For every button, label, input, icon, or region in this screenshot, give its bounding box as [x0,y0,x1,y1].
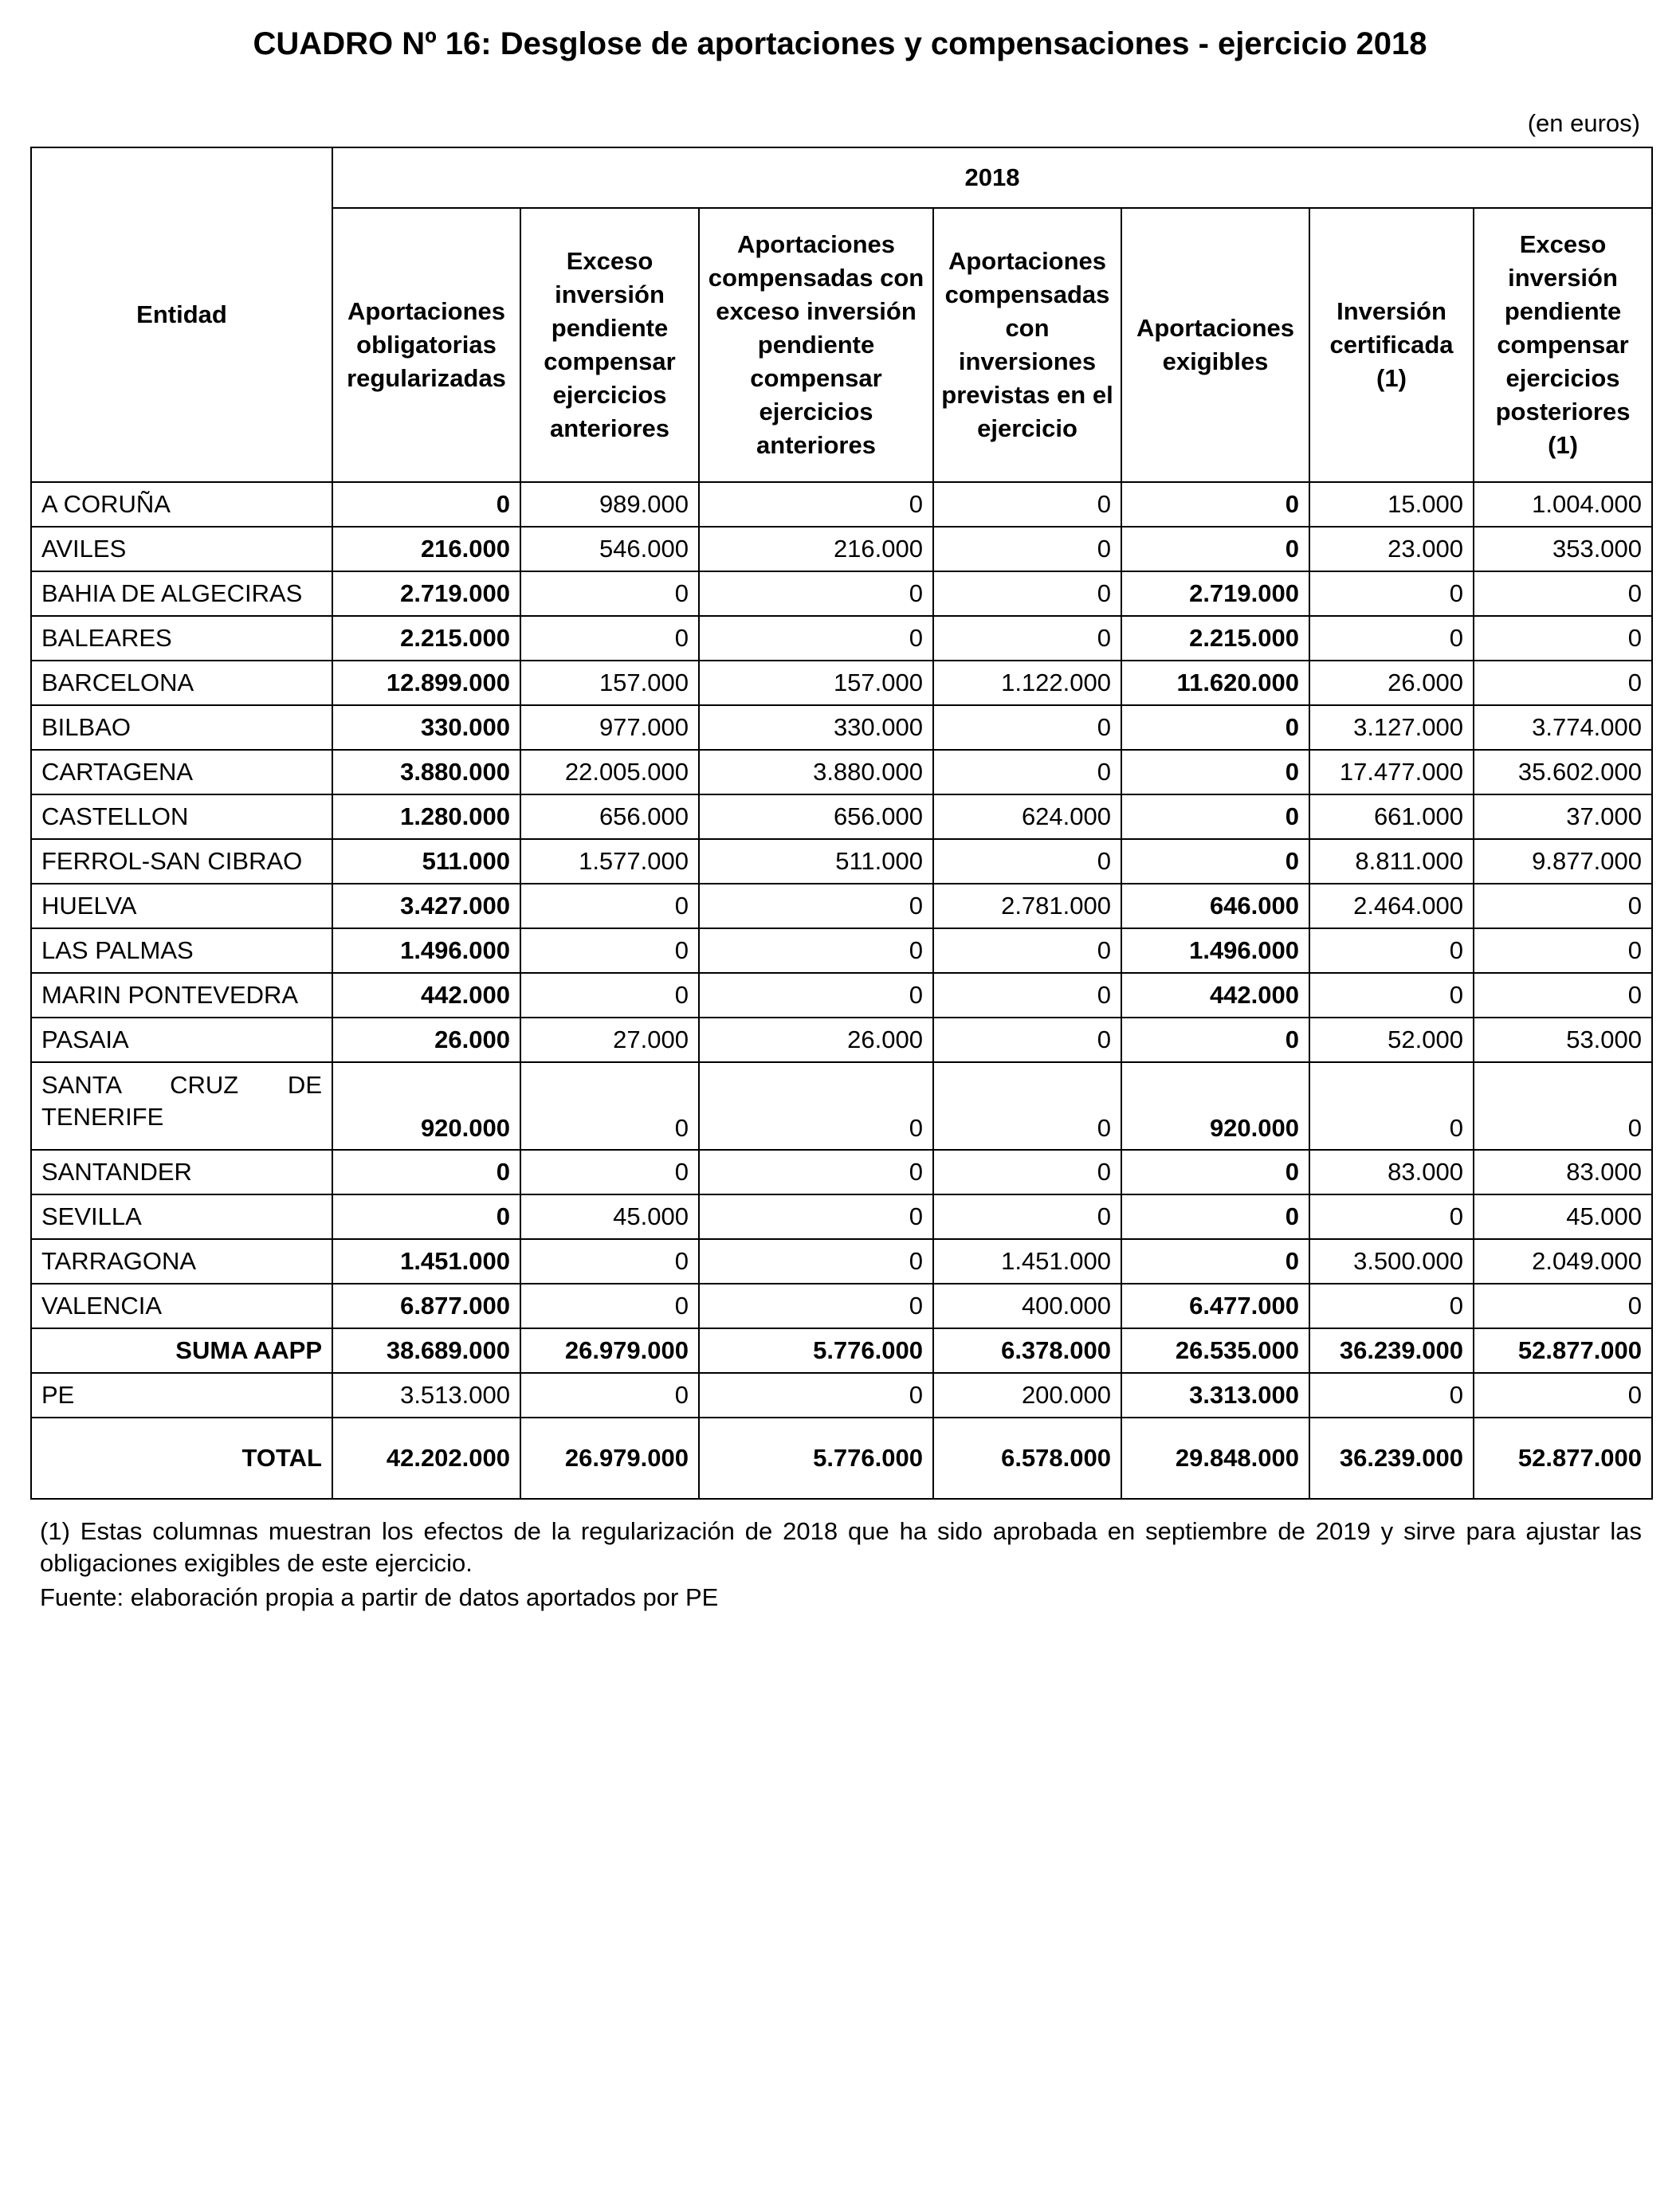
value-cell: 15.000 [1309,482,1474,527]
entity-cell: SANTA CRUZ DE TENERIFE [31,1062,332,1150]
value-cell: 1.122.000 [933,661,1121,705]
table-row [31,750,1652,794]
value-cell: 36.239.000 [1309,1418,1474,1499]
value-cell: 0 [1121,527,1309,571]
entity-cell: BALEARES [31,616,332,661]
contributions-table [30,147,1653,1500]
value-cell: 546.000 [520,527,699,571]
value-cell: 0 [1309,1284,1474,1328]
entity-cell: BAHIA DE ALGECIRAS [31,571,332,616]
value-cell: 3.880.000 [332,750,520,794]
value-cell: 0 [699,616,933,661]
value-cell: 53.000 [1474,1018,1652,1062]
value-cell: 511.000 [332,839,520,884]
value-cell: 5.776.000 [699,1328,933,1373]
value-cell: 27.000 [520,1018,699,1062]
value-cell: 3.127.000 [1309,705,1474,750]
entity-cell: VALENCIA [31,1284,332,1328]
table-row [31,1239,1652,1284]
value-cell: 3.313.000 [1121,1373,1309,1418]
value-cell: 22.005.000 [520,750,699,794]
page-title: CUADRO Nº 16: Desglose de aportaciones y compensaciones - ejercicio 2018 [253,26,1427,61]
value-cell: 157.000 [699,661,933,705]
value-cell: 0 [1309,616,1474,661]
column-header: Aportaciones compensadas con exceso inversión pendiente compensar ejercicios anteriores [699,208,933,482]
value-cell: 9.877.000 [1474,839,1652,884]
value-cell: 17.477.000 [1309,750,1474,794]
value-cell: 1.577.000 [520,839,699,884]
value-cell: 330.000 [699,705,933,750]
column-header: Aportaciones compensadas con inversiones previstas en el ejercicio [933,208,1121,482]
value-cell: 0 [933,973,1121,1018]
value-cell: 442.000 [332,973,520,1018]
table-row [31,928,1652,973]
value-cell: 1.451.000 [933,1239,1121,1284]
value-cell: 0 [1309,571,1474,616]
value-cell: 0 [1474,1062,1652,1150]
value-cell: 0 [332,1194,520,1239]
value-cell: 0 [1121,839,1309,884]
value-cell: 624.000 [933,794,1121,839]
value-cell: 2.719.000 [332,571,520,616]
value-cell: 26.979.000 [520,1328,699,1373]
value-cell: 6.877.000 [332,1284,520,1328]
value-cell: 353.000 [1474,527,1652,571]
value-cell: 2.464.000 [1309,884,1474,928]
value-cell: 0 [1121,482,1309,527]
entity-cell: MARIN PONTEVEDRA [31,973,332,1018]
value-cell: 0 [933,928,1121,973]
entity-cell: TOTAL [31,1418,332,1499]
table-row [31,616,1652,661]
value-cell: 0 [699,1194,933,1239]
value-cell: 330.000 [332,705,520,750]
value-cell: 26.000 [699,1018,933,1062]
value-cell: 216.000 [699,527,933,571]
value-cell: 977.000 [520,705,699,750]
value-cell: 42.202.000 [332,1418,520,1499]
value-cell: 3.513.000 [332,1373,520,1418]
value-cell: 0 [1474,616,1652,661]
value-cell: 35.602.000 [1474,750,1652,794]
value-cell: 0 [699,928,933,973]
value-cell: 12.899.000 [332,661,520,705]
value-cell: 3.880.000 [699,750,933,794]
value-cell: 920.000 [1121,1062,1309,1150]
value-cell: 0 [1121,1239,1309,1284]
value-cell: 0 [699,571,933,616]
value-cell: 2.215.000 [1121,616,1309,661]
table-row [31,794,1652,839]
value-cell: 0 [332,1150,520,1194]
value-cell: 1.280.000 [332,794,520,839]
value-cell: 0 [520,1239,699,1284]
value-cell: 0 [933,1150,1121,1194]
table-row [31,1284,1652,1328]
entity-cell: PE [31,1373,332,1418]
table-row [31,1194,1652,1239]
value-cell: 0 [520,973,699,1018]
value-cell: 646.000 [1121,884,1309,928]
value-cell: 656.000 [520,794,699,839]
value-cell: 0 [520,1062,699,1150]
value-cell: 1.496.000 [332,928,520,973]
column-header: Aportaciones obligatorias regularizadas [332,208,520,482]
total-row [31,1418,1652,1499]
entity-cell: SUMA AAPP [31,1328,332,1373]
value-cell: 0 [699,1150,933,1194]
entity-cell: CARTAGENA [31,750,332,794]
table-row [31,661,1652,705]
entity-cell: FERROL-SAN CIBRAO [31,839,332,884]
value-cell: 0 [1474,973,1652,1018]
entity-cell: HUELVA [31,884,332,928]
footnote: (1) Estas columnas muestran los efectos de la regularización de 2018 que ha sido aprobada en septiembre de 2019 y sirve para ajustar las obligaciones exigibles de este ejercicio. [40,1517,1642,1577]
table-row [31,973,1652,1018]
value-cell: 0 [933,571,1121,616]
entity-cell: SEVILLA [31,1194,332,1239]
value-cell: 2.719.000 [1121,571,1309,616]
value-cell: 0 [520,884,699,928]
value-cell: 8.811.000 [1309,839,1474,884]
value-cell: 38.689.000 [332,1328,520,1373]
value-cell: 0 [1121,705,1309,750]
value-cell: 2.781.000 [933,884,1121,928]
value-cell: 6.477.000 [1121,1284,1309,1328]
value-cell: 0 [520,928,699,973]
value-cell: 0 [1121,750,1309,794]
value-cell: 2.215.000 [332,616,520,661]
value-cell: 0 [933,482,1121,527]
value-cell: 0 [1309,1373,1474,1418]
value-cell: 0 [1474,571,1652,616]
value-cell: 400.000 [933,1284,1121,1328]
units-label: (en euros) [1527,109,1640,137]
value-cell: 920.000 [332,1062,520,1150]
entity-cell: AVILES [31,527,332,571]
value-cell: 26.535.000 [1121,1328,1309,1373]
value-cell: 26.000 [1309,661,1474,705]
value-cell: 3.774.000 [1474,705,1652,750]
value-cell: 0 [699,1062,933,1150]
value-cell: 2.049.000 [1474,1239,1652,1284]
table-row [31,527,1652,571]
value-cell: 989.000 [520,482,699,527]
value-cell: 0 [933,705,1121,750]
entity-cell: BARCELONA [31,661,332,705]
entity-cell: PASAIA [31,1018,332,1062]
table-row [31,571,1652,616]
value-cell: 656.000 [699,794,933,839]
value-cell: 0 [1309,928,1474,973]
value-cell: 0 [1309,973,1474,1018]
table-row [31,1150,1652,1194]
value-cell: 1.496.000 [1121,928,1309,973]
value-cell: 216.000 [332,527,520,571]
value-cell: 1.004.000 [1474,482,1652,527]
value-cell: 0 [1474,661,1652,705]
value-cell: 29.848.000 [1121,1418,1309,1499]
value-cell: 36.239.000 [1309,1328,1474,1373]
value-cell: 45.000 [1474,1194,1652,1239]
value-cell: 0 [1309,1194,1474,1239]
value-cell: 0 [1121,1194,1309,1239]
suma-row [31,1328,1652,1373]
value-cell: 0 [699,884,933,928]
value-cell: 6.578.000 [933,1418,1121,1499]
value-cell: 0 [933,616,1121,661]
column-header: Aportaciones exigibles [1121,208,1309,482]
value-cell: 0 [520,1150,699,1194]
value-cell: 511.000 [699,839,933,884]
value-cell: 37.000 [1474,794,1652,839]
entity-cell: BILBAO [31,705,332,750]
value-cell: 0 [1474,1284,1652,1328]
value-cell: 0 [933,527,1121,571]
entity-cell: A CORUÑA [31,482,332,527]
column-header: Inversión certificada (1) [1309,208,1474,482]
value-cell: 0 [520,616,699,661]
entity-cell: CASTELLON [31,794,332,839]
table-row [31,839,1652,884]
value-cell: 3.500.000 [1309,1239,1474,1284]
value-cell: 5.776.000 [699,1418,933,1499]
value-cell: 11.620.000 [1121,661,1309,705]
table-row [31,1018,1652,1062]
value-cell: 0 [1474,928,1652,973]
value-cell: 0 [1474,884,1652,928]
value-cell: 0 [699,973,933,1018]
column-header: Exceso inversión pendiente compensar ejercicios posteriores (1) [1474,208,1652,482]
value-cell: 661.000 [1309,794,1474,839]
value-cell: 0 [933,1194,1121,1239]
value-cell: 6.378.000 [933,1328,1121,1373]
value-cell: 23.000 [1309,527,1474,571]
column-header: Exceso inversión pendiente compensar ejercicios anteriores [520,208,699,482]
table-body [31,482,1652,1499]
value-cell: 0 [1121,1018,1309,1062]
value-cell: 83.000 [1474,1150,1652,1194]
entity-cell: SANTANDER [31,1150,332,1194]
value-cell: 52.000 [1309,1018,1474,1062]
value-cell: 45.000 [520,1194,699,1239]
value-cell: 52.877.000 [1474,1418,1652,1499]
value-cell: 0 [332,482,520,527]
value-cell: 0 [699,1239,933,1284]
header-row-year [31,147,1652,208]
value-cell: 0 [933,839,1121,884]
value-cell: 442.000 [1121,973,1309,1018]
value-cell: 0 [933,750,1121,794]
pe-row [31,1373,1652,1418]
value-cell: 0 [520,1373,699,1418]
value-cell: 52.877.000 [1474,1328,1652,1373]
value-cell: 0 [699,1284,933,1328]
value-cell: 0 [1309,1062,1474,1150]
value-cell: 0 [1121,794,1309,839]
source-note: Fuente: elaboración propia a partir de datos aportados por PE [40,1583,719,1611]
value-cell: 0 [699,482,933,527]
year-header: 2018 [332,147,1652,208]
value-cell: 0 [933,1062,1121,1150]
table-row [31,482,1652,527]
value-cell: 0 [1474,1373,1652,1418]
entity-cell: LAS PALMAS [31,928,332,973]
table-row [31,705,1652,750]
value-cell: 0 [699,1373,933,1418]
value-cell: 26.979.000 [520,1418,699,1499]
table-row [31,884,1652,928]
value-cell: 0 [520,571,699,616]
value-cell: 200.000 [933,1373,1121,1418]
value-cell: 3.427.000 [332,884,520,928]
table-row [31,1062,1652,1150]
entity-cell: TARRAGONA [31,1239,332,1284]
entity-header: Entidad [31,147,332,482]
value-cell: 1.451.000 [332,1239,520,1284]
value-cell: 0 [520,1284,699,1328]
value-cell: 26.000 [332,1018,520,1062]
value-cell: 0 [1121,1150,1309,1194]
value-cell: 0 [933,1018,1121,1062]
value-cell: 157.000 [520,661,699,705]
value-cell: 83.000 [1309,1150,1474,1194]
